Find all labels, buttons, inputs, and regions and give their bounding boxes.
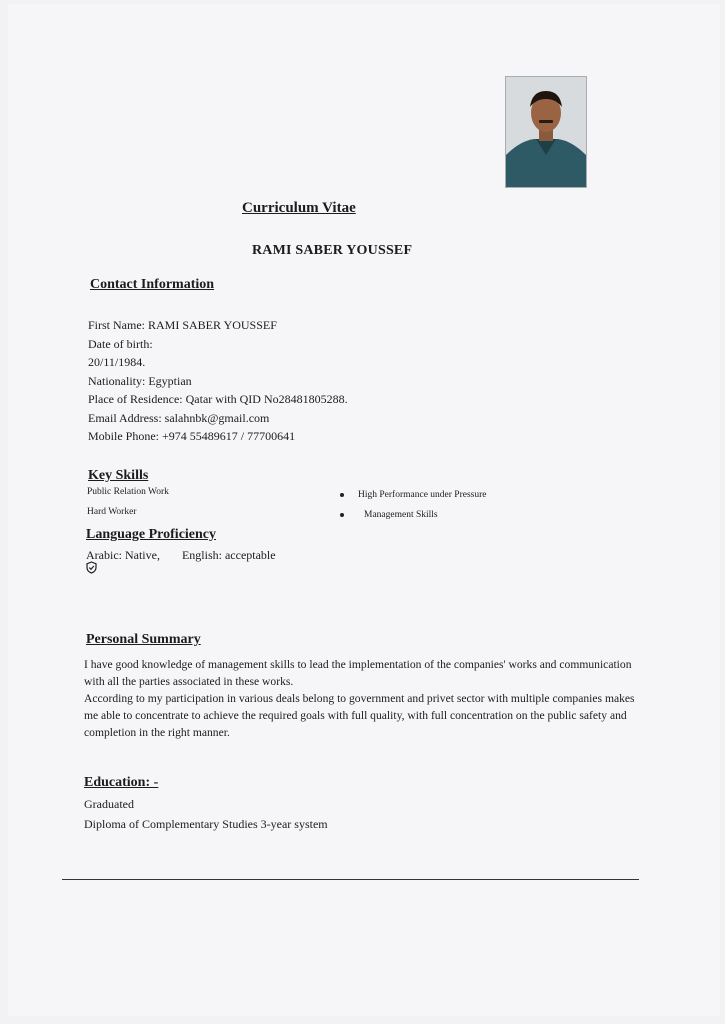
nationality-line: Nationality: Egyptian (88, 373, 192, 388)
skill-item-bulleted (340, 510, 438, 520)
arabic-level: Arabic: Native, (86, 548, 160, 562)
skills-heading: Key Skills (88, 468, 149, 483)
first-name-line: First Name: RAMI SABER YOUSSEF (88, 318, 277, 332)
candidate-name: RAMI SABER YOUSSEF (252, 243, 413, 258)
mobile-line: Mobile Phone: +974 55489617 / 77700641 (88, 429, 296, 443)
personal-summary (84, 656, 644, 741)
profile-photo (505, 76, 587, 188)
skill-item-bulleted (340, 490, 486, 500)
bullet-icon (340, 493, 344, 497)
education-status: Graduated (84, 797, 134, 811)
dob-value-line: 20/11/1984. (88, 355, 146, 369)
skill-item-label: Management Skills (364, 510, 438, 520)
bullet-icon (340, 513, 344, 517)
skill-item: Hard Worker (87, 507, 137, 517)
contact-details (88, 316, 348, 446)
education-heading: Education: - (84, 775, 159, 790)
email-line: Email Address: salahnbk@gmail.com (88, 410, 270, 425)
language-heading: Language Proficiency (86, 527, 217, 542)
summary-heading: Personal Summary (86, 632, 201, 647)
cv-title: Curriculum Vitae (242, 200, 356, 216)
residence-line: Place of Residence: Qatar with QID No28481805288. (88, 392, 348, 406)
language-line (86, 548, 276, 563)
skill-item-label: High Performance under Pressure (358, 490, 487, 500)
english-level: English: acceptable (181, 548, 276, 562)
summary-paragraph: I have good knowledge of management skills to lead the implementation of the companies' works and communication with all the parties associated in these works. (84, 658, 632, 688)
contact-heading: Contact Information (90, 277, 215, 292)
shield-check-icon (86, 561, 97, 579)
education-details (84, 794, 328, 834)
skill-item: Public Relation Work (87, 487, 169, 497)
footer-divider (62, 879, 639, 880)
summary-paragraph: According to my participation in various deals belong to government and privet sector with multiple companies makes me able to concentrate to achieve the required goals with full quality, with full concentration on the public safety and completion in the right manner. (84, 692, 635, 739)
dob-label-line: Date of birth: (88, 336, 153, 351)
education-diploma: Diploma of Complementary Studies 3-year system (84, 817, 328, 831)
